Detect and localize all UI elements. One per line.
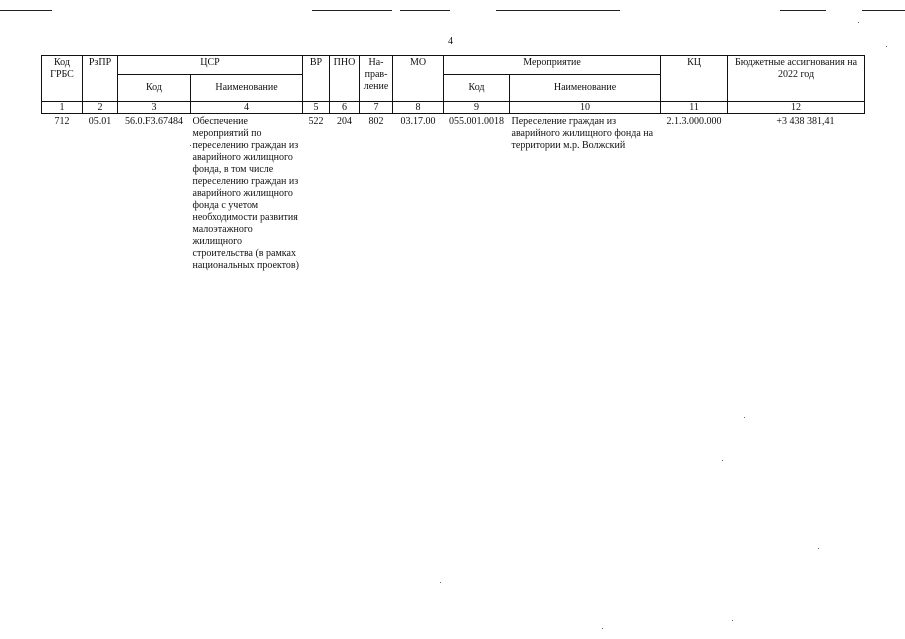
header-mer-name: Наименование bbox=[510, 75, 661, 102]
column-number: 3 bbox=[118, 102, 191, 114]
scan-speck bbox=[722, 460, 723, 461]
scan-speck bbox=[886, 46, 887, 47]
column-number: 11 bbox=[661, 102, 728, 114]
cell-csr-kod: 56.0.F3.67484 bbox=[124, 116, 184, 127]
column-number: 8 bbox=[393, 102, 444, 114]
header-rzpr: РзПР bbox=[83, 56, 118, 102]
cell-mo: 03.17.00 bbox=[400, 116, 436, 127]
scan-speck bbox=[440, 582, 441, 583]
header-kc: КЦ bbox=[661, 56, 728, 102]
header-csr-kod: Код bbox=[118, 75, 191, 102]
header-napravlenie: На-прав-ление bbox=[360, 56, 393, 102]
column-number: 4 bbox=[191, 102, 303, 114]
column-number: 1 bbox=[42, 102, 83, 114]
scan-line bbox=[780, 10, 826, 11]
cell-kc: 2.1.3.000.000 bbox=[666, 116, 722, 127]
column-number: 12 bbox=[728, 102, 865, 114]
header-meropriyatie: Мероприятие bbox=[444, 56, 661, 75]
scan-line bbox=[862, 10, 905, 11]
scan-line bbox=[496, 10, 620, 11]
scan-line bbox=[312, 10, 392, 11]
column-number: 10 bbox=[510, 102, 661, 114]
column-number: 9 bbox=[444, 102, 510, 114]
table-row bbox=[42, 114, 865, 275]
header-pno: ПНО bbox=[330, 56, 360, 102]
header-mo: МО bbox=[393, 56, 444, 102]
scan-speck bbox=[858, 22, 859, 23]
scan-line bbox=[0, 10, 52, 11]
header-kod-grbs: Код ГРБС bbox=[42, 56, 83, 102]
scan-speck bbox=[744, 417, 745, 418]
cell-mer-name: Переселение граждан из аварийного жилищного фонда на территории м.р. Волжский bbox=[511, 116, 654, 151]
cell-csr-name: Обеспечение мероприятий по переселению граждан из аварийного жилищного фонда, в том числе переселению граждан из аварийного жилищного фонда с учетом необходимости развития малоэтажного жилищного строительства (в рамках национальных проектов) bbox=[192, 116, 299, 271]
header-row-top bbox=[42, 56, 865, 75]
header-csr: ЦСР bbox=[118, 56, 303, 75]
cell-pno: 204 bbox=[337, 116, 353, 127]
header-mer-kod: Код bbox=[444, 75, 510, 102]
cell-vr: 522 bbox=[308, 116, 324, 127]
scan-speck bbox=[818, 548, 819, 549]
scan-speck bbox=[732, 620, 733, 621]
cell-budget: +3 438 381,41 bbox=[776, 116, 835, 127]
column-number-row bbox=[42, 102, 865, 114]
column-number: 2 bbox=[83, 102, 118, 114]
header-budget: Бюджетные ассигнования на 2022 год bbox=[728, 56, 865, 102]
header-vr: ВР bbox=[303, 56, 330, 102]
cell-mer-kod: 055.001.0018 bbox=[449, 116, 505, 127]
cell-napravlenie: 802 bbox=[368, 116, 384, 127]
header-csr-name: Наименование bbox=[191, 75, 303, 102]
scan-line bbox=[400, 10, 450, 11]
scan-speck bbox=[602, 628, 603, 629]
column-number: 7 bbox=[360, 102, 393, 114]
column-number: 5 bbox=[303, 102, 330, 114]
column-number: 6 bbox=[330, 102, 360, 114]
cell-rzpr: 05.01 bbox=[88, 116, 112, 127]
page-number: 4 bbox=[448, 36, 453, 47]
budget-table bbox=[41, 55, 865, 274]
cell-kod-grbs: 712 bbox=[54, 116, 70, 127]
